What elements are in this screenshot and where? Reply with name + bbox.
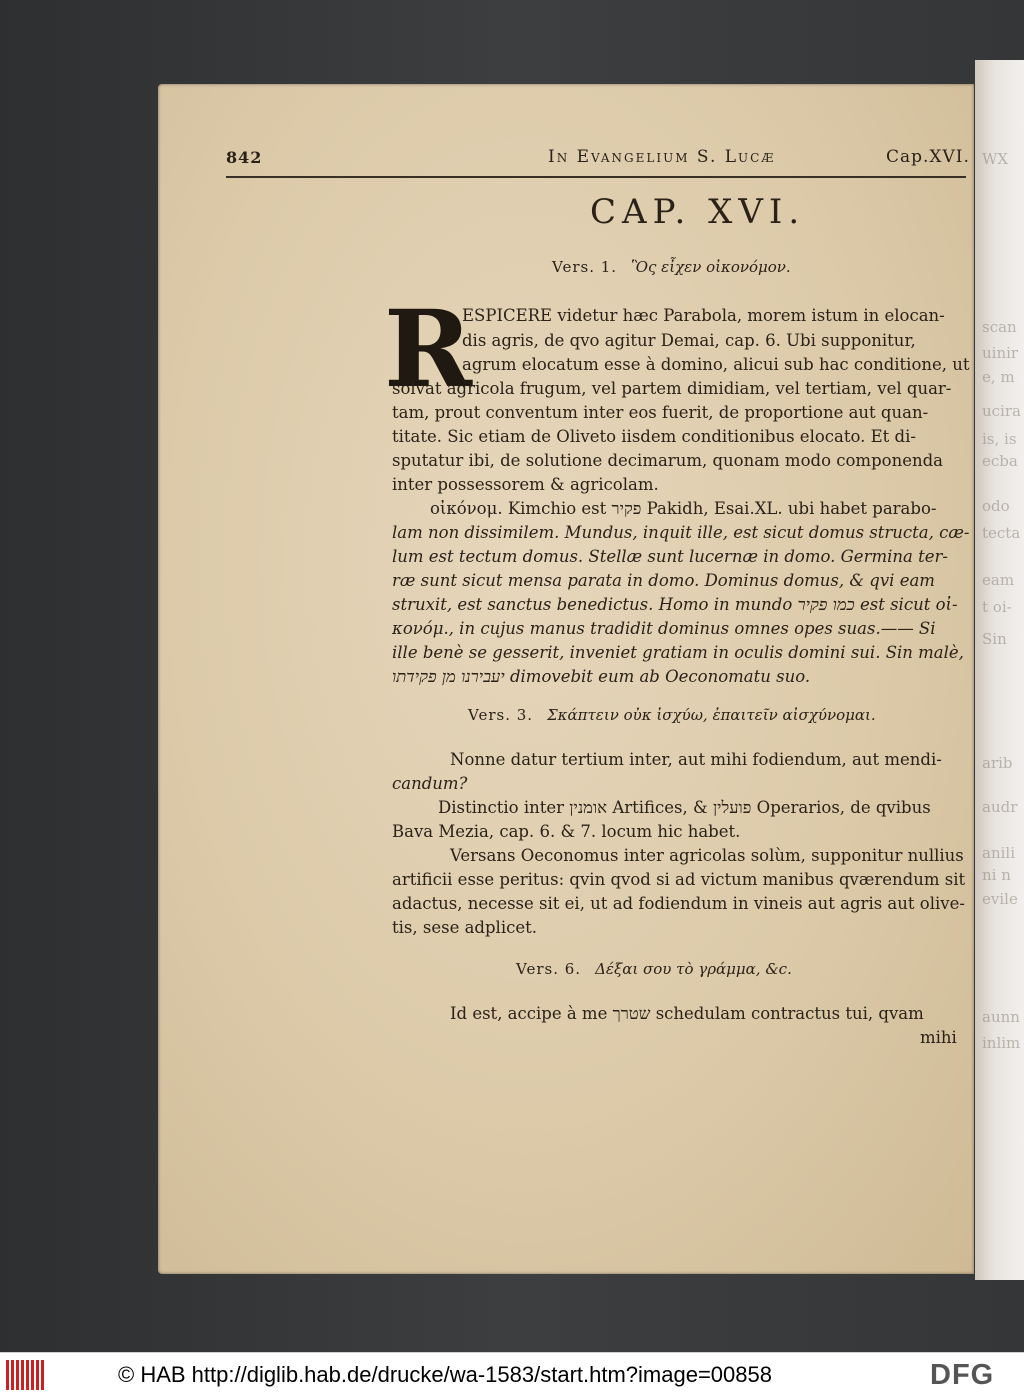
- barcode-icon: [6, 1360, 46, 1390]
- ghost-line: audr: [982, 798, 1018, 816]
- text-line: solvat agricola frugum, vel partem dimidiam, vel tertiam, vel quar-: [392, 379, 952, 398]
- text-line: οἰκόνομ. Kimchio est פקיר Pakidh, Esai.XL. ubi habet parabo-: [430, 499, 937, 518]
- text-line: Distinctio inter אומנין Artifices, & פועלין Operarios, de qvibus: [438, 798, 931, 817]
- ghost-line: scan: [982, 318, 1017, 336]
- text-line: artificii esse peritus: qvin qvod si ad victum manibus qværendum sit: [392, 870, 966, 889]
- text-line: ille benè se gesserit, inveniet gratiam in oculis domini sui. Sin malè,: [392, 643, 964, 662]
- text-line: ræ sunt sicut mensa parata in domo. Dominus domus, & qvi eam: [392, 571, 935, 590]
- ghost-line: evile: [982, 890, 1018, 908]
- adjacent-page-strip: [975, 60, 1024, 1280]
- text-line: adactus, necesse sit ei, ut ad fodiendum in vineis aut agris aut olive-: [392, 894, 965, 913]
- text-line: Bava Mezia, cap. 6. & 7. locum hic habet.: [392, 822, 741, 841]
- running-head: In Evangelium S. Lucæ: [548, 147, 776, 167]
- copyright-link[interactable]: © HAB http://diglib.hab.de/drucke/wa-1583/start.htm?image=00858: [118, 1362, 772, 1387]
- ghost-line: tecta: [982, 524, 1021, 542]
- verse-heading: [552, 258, 791, 276]
- text-line: candum?: [392, 774, 468, 793]
- ghost-line: aunn: [982, 1008, 1020, 1026]
- verse-greek: Δέξαι σου τὸ γράμμα, &c.: [595, 960, 792, 978]
- drop-cap: R: [384, 286, 473, 411]
- text-line: Id est, accipe à me שטרך schedulam contractus tui, qvam: [450, 1004, 924, 1023]
- text-line: lum est tectum domus. Stellæ sunt lucernæ in domo. Germina ter-: [392, 547, 948, 566]
- dfg-logo: DFG: [930, 1359, 995, 1391]
- ghost-line: anili: [982, 844, 1015, 862]
- ghost-line: ucira: [982, 402, 1021, 420]
- text-line: sputatur ibi, de solutione decimarum, quonam modo componenda: [392, 451, 943, 470]
- ghost-line: e, m: [982, 368, 1015, 386]
- text-line: agrum elocatum esse à domino, alicui sub hac conditione, ut: [462, 355, 970, 374]
- ghost-line: ecba: [982, 452, 1018, 470]
- verse-greek: Ὃς εἶχεν οἰκονόμον.: [631, 258, 791, 276]
- ghost-line: inlim: [982, 1034, 1021, 1052]
- running-head-chapter: Cap.XVI.: [886, 147, 970, 167]
- ghost-line: ni n: [982, 866, 1011, 884]
- ghost-line: Sin: [982, 630, 1007, 648]
- verse-greek: Σκάπτειν οὐκ ἰσχύω, ἐπαιτεῖν αἰσχύνομαι.: [547, 706, 876, 724]
- viewer-footer: [0, 1352, 1024, 1397]
- text-line: tam, prout conventum inter eos fuerit, de proportione aut quan-: [392, 403, 929, 422]
- text-line: inter possessorem & agricolam.: [392, 475, 659, 494]
- ghost-line: uinir: [982, 344, 1019, 362]
- text-line: Nonne datur tertium inter, aut mihi fodiendum, aut mendi-: [450, 750, 942, 769]
- text-line: ESPICERE videtur hæc Parabola, morem istum in elocan-: [462, 306, 945, 325]
- ghost-line: WX: [982, 150, 1009, 168]
- text-line: lam non dissimilem. Mundus, inquit ille, est sicut domus structa, cæ-: [392, 523, 970, 542]
- text-line: Versans Oeconomus inter agricolas solùm, supponitur nullius: [450, 846, 964, 865]
- ghost-line: arib: [982, 754, 1013, 772]
- catchword: mihi: [920, 1028, 957, 1047]
- ghost-line: is, is: [982, 430, 1017, 448]
- ghost-line: odo: [982, 497, 1010, 515]
- text-line: titate. Sic etiam de Oliveto iisdem conditionibus elocato. Et di-: [392, 427, 916, 446]
- verse-label: Vers. 1.: [552, 258, 618, 276]
- ghost-line: t oi-: [982, 598, 1012, 616]
- verse-heading: [468, 706, 876, 724]
- text-line: struxit, est sanctus benedictus. Homo in mundo כמו פקיר est sicut οἰ-: [392, 595, 958, 614]
- verse-heading: [516, 960, 792, 978]
- verse-label: Vers. 6.: [516, 960, 582, 978]
- page-number: 842: [226, 148, 263, 167]
- verse-label: Vers. 3.: [468, 706, 534, 724]
- text-line: tis, sese adplicet.: [392, 918, 537, 937]
- chapter-title: CAP. XVI.: [590, 192, 806, 232]
- text-line: dis agris, de qvo agitur Demai, cap. 6. Ubi supponitur,: [462, 331, 916, 350]
- header-rule: [226, 176, 966, 178]
- text-line: κονόμ., in cujus manus tradidit dominus omnes opes suas.—— Si: [392, 619, 936, 638]
- ghost-line: eam: [982, 571, 1015, 589]
- text-line: יעבירנו מן פקידתו dimovebit eum ab Oeconomatu suo.: [392, 667, 811, 686]
